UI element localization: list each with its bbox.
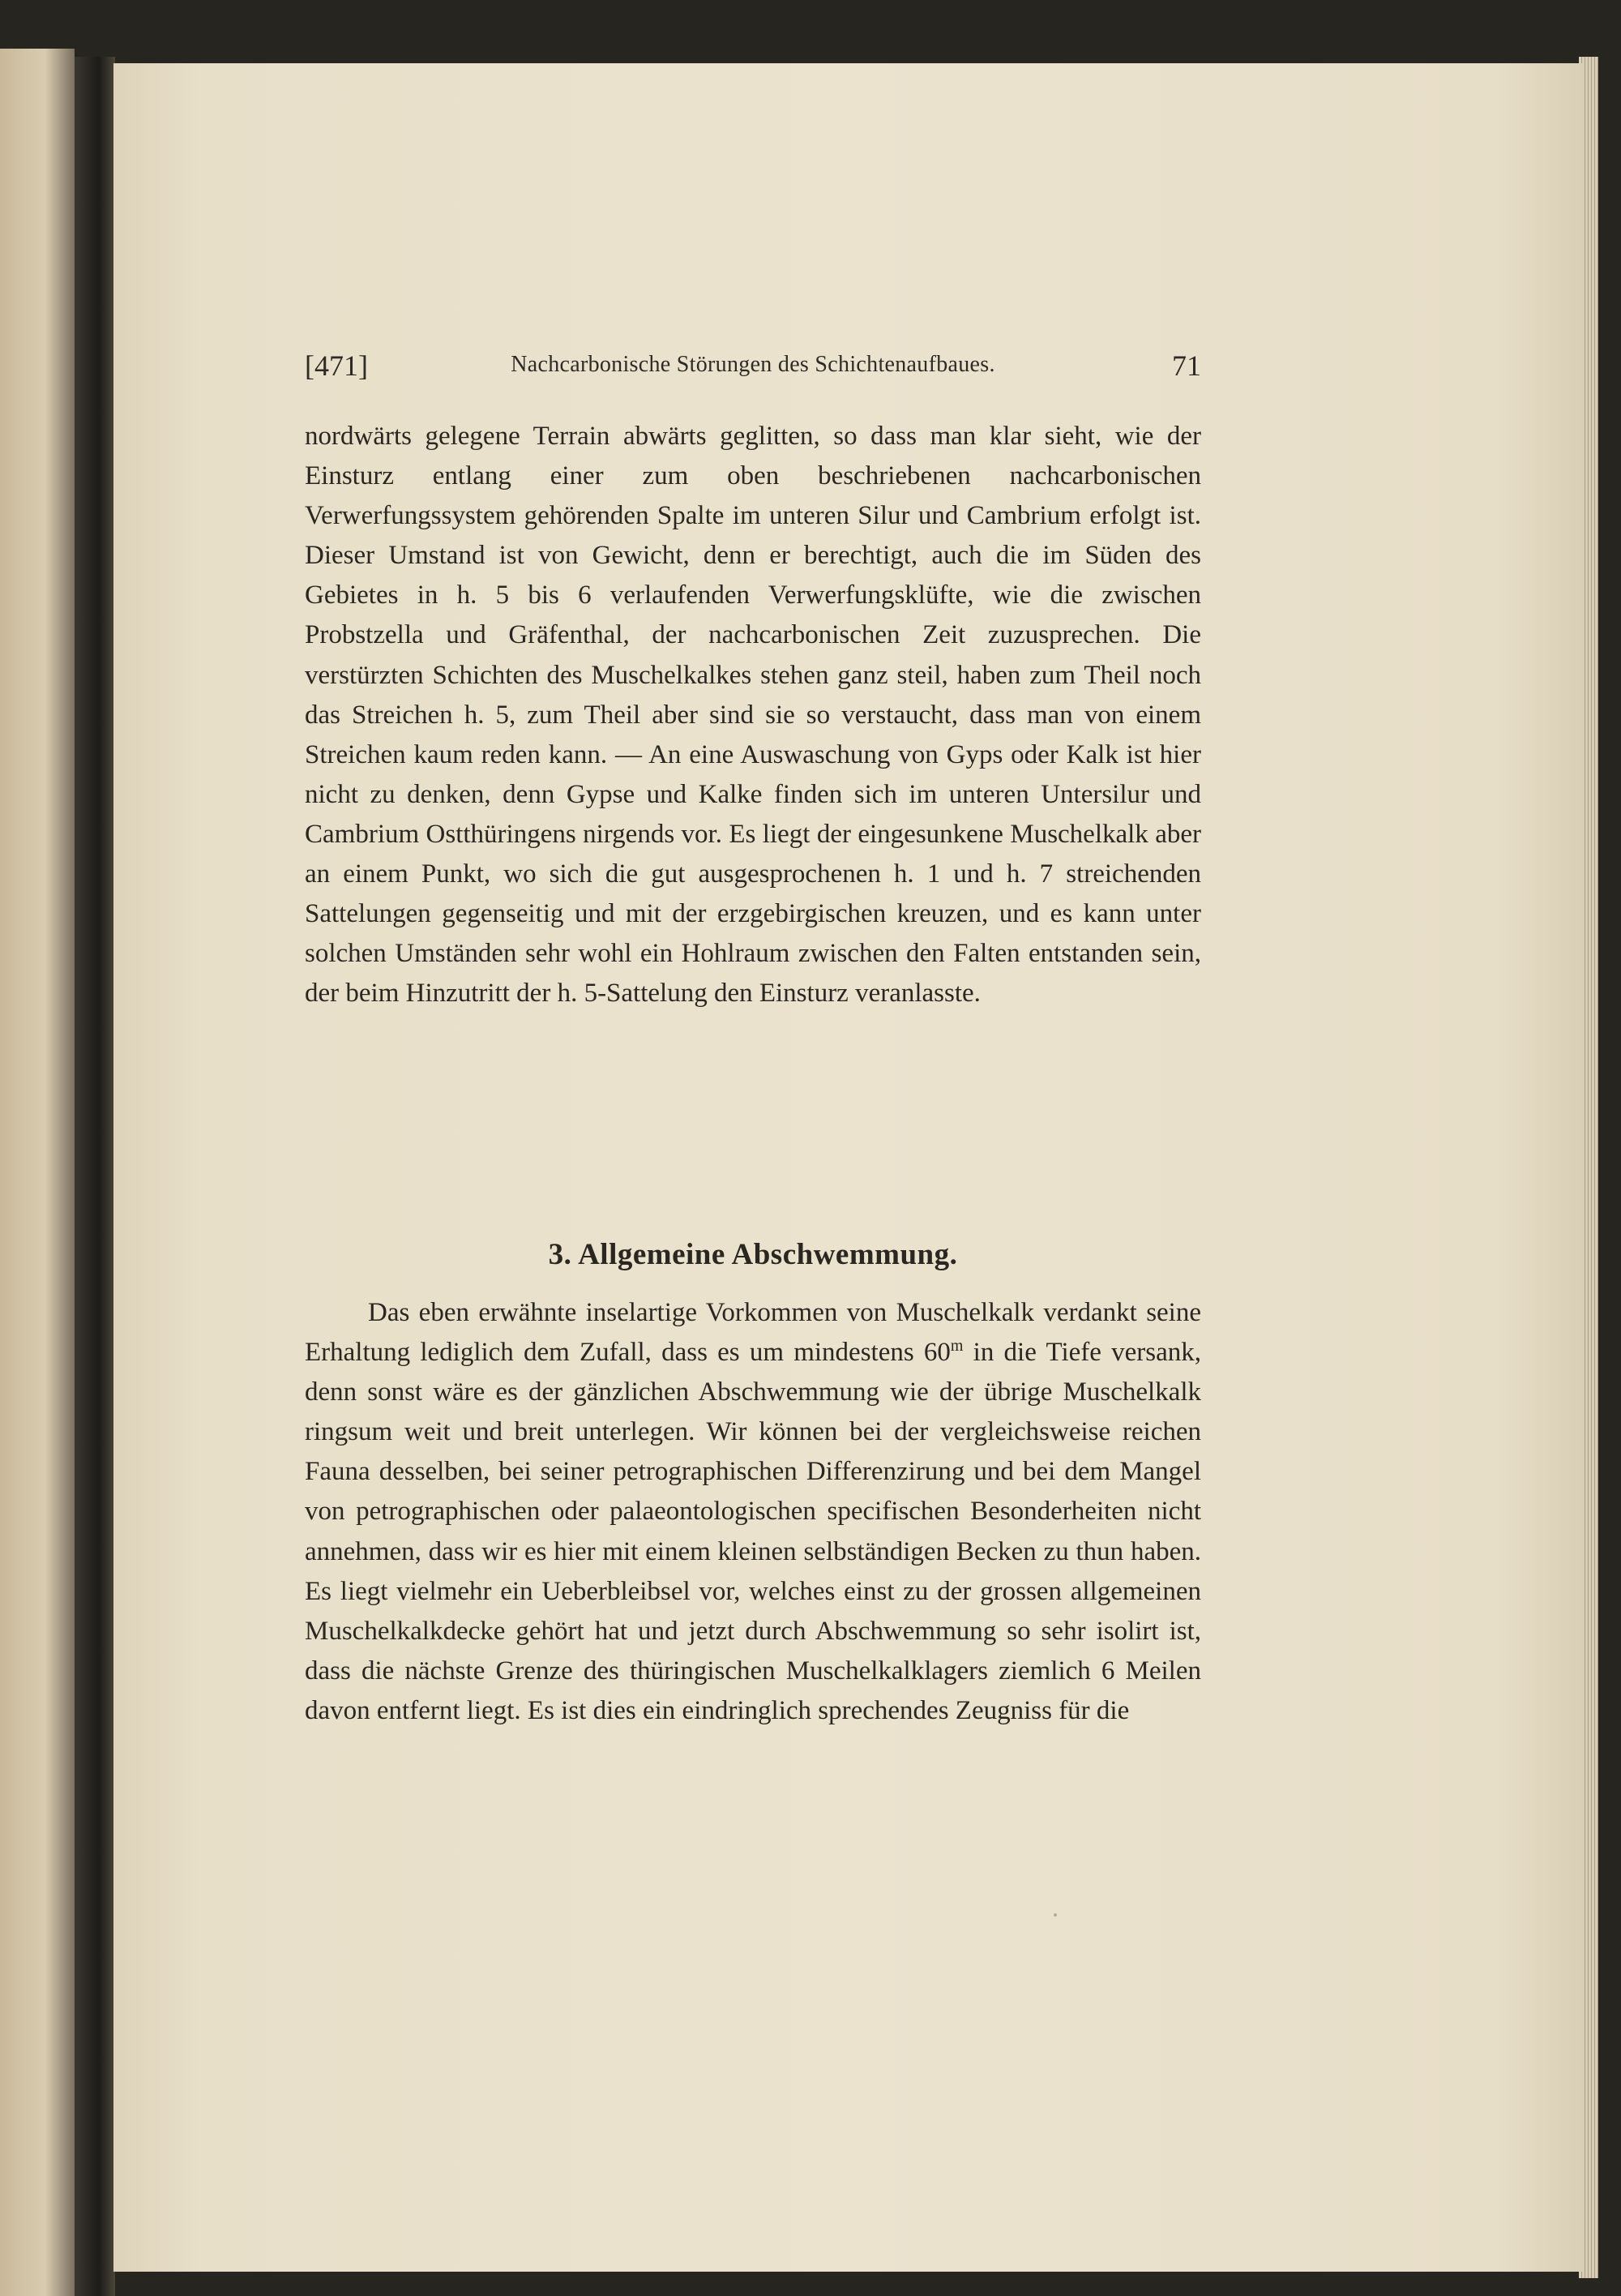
paragraph-section-3 (305, 1293, 1201, 1731)
book-gutter (75, 57, 115, 2296)
running-head (305, 349, 1201, 394)
left-page-edge (0, 49, 75, 2296)
running-title: Nachcarbonische Störungen des Schichtenaufbaues. (511, 352, 995, 377)
paper-speck (1054, 1913, 1057, 1917)
paragraph-text-part: in die Tiefe versank, denn sonst wäre es der gänzlichen Abschwemmung wie der übrige Muschelkalk ringsum weit und breit unterlegen. Wir können bei der vergleichsweise reichen Fauna desselben, bei seiner petrographischen Differenzirung und bei dem Mangel von petrographischen oder palaeontologischen specifischen Besonderheiten nicht annehmen, dass wir es hier mit einem kleinen selbständigen Becken zu thun haben. Es liegt vielmehr ein Ueberbleibsel vor, welches einst zu der grossen allgemeinen Muschelkalkdecke gehört hat und jetzt durch Abschwemmung so sehr isolirt ist, dass die nächste Grenze des thüringischen Muschelkalklagers ziemlich 6 Meilen davon entfernt liegt. Es ist dies ein eindringlich sprechendes Zeugniss für die (305, 1338, 1201, 1725)
paragraph-text-part: Das eben erwähnte inselartige Vorkommen von Muschelkalk verdankt seine Erhaltung lediglich dem Zufall, dass es um mindestens 60 (305, 1298, 1201, 1368)
book-page (113, 63, 1582, 2272)
superscript-unit: m (950, 1337, 964, 1356)
paragraph-continuation: nordwärts gelegene Terrain abwärts geglitten, so dass man klar sieht, wie der Einsturz entlang einer zum oben beschriebenen nachcarbonischen Verwerfungssystem gehörenden Spalte im unteren Silur und Cambrium erfolgt ist. Dieser Umstand ist von Gewicht, denn er berechtigt, auch die im Süden des Gebietes in h. 5 bis 6 verlaufenden Verwerfungsklüfte, wie die zwischen Probstzella und Gräfenthal, der nachcarbonischen Zeit zuzusprechen. Die verstürzten Schichten des Muschelkalkes stehen ganz steil, haben zum Theil noch das Streichen h. 5, zum Theil aber sind sie so verstaucht, dass man von einem Streichen kaum reden kann. — An eine Auswaschung von Gyps oder Kalk ist hier nicht zu denken, denn Gypse und Kalke finden sich im unteren Untersilur und Cambrium Ostthüringens nirgends vor. Es liegt der eingesunkene Muschelkalk aber an einem Punkt, wo sich die gut ausgesprochenen h. 1 und h. 7 streichenden Sattelungen gegenseitig und mit der erzgebirgischen kreuzen, und es kann unter solchen Umständen sehr wohl ein Hohlraum zwischen den Falten entstanden sein, der beim Hinzutritt der h. 5-Sattelung den Einsturz veranlasste. (305, 422, 1201, 1009)
page-number: 71 (1172, 349, 1201, 382)
section-heading: 3. Allgemeine Abschwemmung. (548, 1238, 958, 1271)
chapter-page-number: [471] (305, 349, 368, 382)
